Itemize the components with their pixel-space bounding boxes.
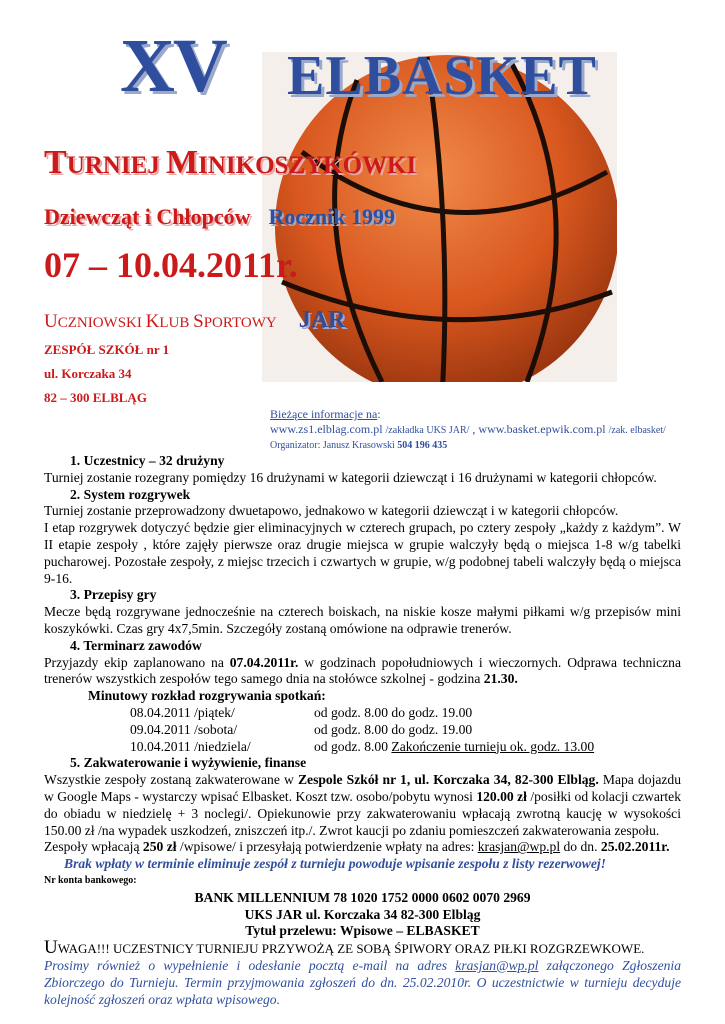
- club-name: JAR: [298, 307, 346, 333]
- email-link-footer[interactable]: krasjan@wp.pl: [455, 957, 539, 973]
- section-title: 3. Przepisy gry: [70, 587, 157, 603]
- email-link[interactable]: krasjan@wp.pl: [477, 839, 561, 855]
- schedule-row: 08.04.2011 /piątek/ od godz. 8.00 do godz. 19.00: [130, 704, 473, 720]
- schedule-title: Minutowy rozkład rozgrywania spotkań:: [88, 688, 326, 704]
- section-title: 5. Zakwaterowanie i wyżywienie, finanse: [70, 755, 307, 771]
- schedule-row: 09.04.2011 /sobota/ od godz. 8.00 do godz. 19.00: [130, 721, 473, 737]
- notice: UWAGA!!! UCZESTNICY TURNIEJU PRZYWOŻĄ ZE SOBĄ ŚPIWORY ORAZ PIŁKI ROZGRZEWKOWE.: [44, 937, 645, 959]
- birth-year: Rocznik 1999: [268, 204, 396, 229]
- transfer-title: Tytuł przelewu: Wpisowe – ELBASKET: [245, 923, 480, 939]
- organizer-club: UCZNIOWSKI KLUB SPORTOWY JAR: [44, 307, 346, 333]
- site-link-2[interactable]: www.basket.epwik.com.pl: [478, 422, 606, 436]
- event-date: 07 – 10.04.2011r.: [44, 245, 298, 285]
- edition-number: XV: [120, 24, 226, 108]
- school-city: 82 – 300 ELBLĄG: [44, 390, 147, 405]
- school-street: ul. Korczaka 34: [44, 366, 132, 381]
- section-title: 1. Uczestnicy – 32 drużyny: [70, 453, 225, 468]
- schedule-row: 10.04.2011 /niedziela/ od godz. 8.00 Zakończenie turnieju ok. godz. 13.00: [130, 738, 595, 754]
- event-title: ELBASKET: [287, 45, 597, 107]
- category-line: Dziewcząt i Chłopców Rocznik 1999: [44, 204, 396, 229]
- info-label: Bieżące informacje na: [270, 407, 378, 421]
- account-label: Nr konta bankowego:: [44, 874, 137, 886]
- organizer-phone: 504 196 435: [397, 440, 448, 451]
- section-title: 2. System rozgrywek: [70, 486, 191, 502]
- school-name: ZESPÓŁ SZKÓŁ nr 1: [44, 342, 170, 357]
- bank-account: BANK MILLENNIUM 78 1020 1752 0000 0602 0070 2969: [194, 889, 531, 905]
- tournament-name: TURNIEJ MINIKOSZYKÓWKI: [44, 144, 417, 181]
- info-block: Bieżące informacje na: www.zs1.elblag.com.pl /zakładka UKS JAR/ , www.basket.epwik.com.pl /zak. elbasket/ Organizator: Janusz Krasowski 504 196 435: [270, 407, 666, 451]
- bank-address: UKS JAR ul. Korczaka 34 82-300 Elbląg: [244, 906, 481, 922]
- footer-note: Prosimy również o wypełnienie i odesłanie pocztą e-mail na adres krasjan@wp.pl załączonego Zgłoszenia Zbiorczego do Turnieju. Termin przyjmowania zgłoszeń do dn. 25.02.2010r. O uczestnictwie w turnieju decyduje kolejność zgłoszeń oraz wpłata wpisowego.: [44, 957, 682, 1007]
- rules-body: 1. Uczestnicy – 32 drużyny Turniej zostanie rozegrany pomiędzy 16 drużynami w kategorii dziewcząt i 16 drużynami w kategorii chłopców. 2. System rozgrywek Turniej zostanie przeprowadzony dwuetapowo, jednakowo w kategorii dziewcząt i w kategorii chłopców. I etap rozgrywek dotyczyć będzie gier eliminacyjnych w czterech grupach, po cztery zespoły „każdy z każdym”. W II etapie zespoły , które zajęły pierwsze oraz drugie miejsca w grupie walczyły będą o miejsca 1-8 w/g tabelki pucharowej. Pozostałe zespoły, z miejsc trzecich i czwartych w grupie, w/g podobnej tabeli walczyły będą o miejsca 9-16. 3. Przepisy gry Mecze będą rozgrywane jednocześnie na czterech boiskach, na niskie kosze małymi piłkami w/g przepisów mini koszykówki. Czas gry 4x7,5min. Szczegóły zostaną omówione na odprawie trenerów. 4. Terminarz zawodów Przyjazdy ekip zaplanowano na 07.04.2011r. w godzinach popołudniowych i wieczornych. Odprawa techniczna trenerów wszystkich zespołów tego samego dnia na stołówce szkolnej - godzina 21.30. Minutowy rozkład rozgrywania spotkań: 08.04.2011 /piątek/ od godz. 8.00 do godz. 19.00 09.04.2011 /sobota/ od godz. 8.00 do godz. 19.00 10.04.2011 /niedziela/ od godz. 8.00 Zakończenie turnieju ok. godz. 13.00 5. Zakwaterowanie i wyżywienie, finanse Wszystkie zespoły zostaną zakwaterowane w Zespole Szkół nr 1, ul. Korczaka 34, 82-300 Elbląg. Mapa dojazdu w Google Maps - wystarczy wpisać Elbasket. Koszt tzw. osobo/pobytu wynosi 120.00 zł /posiłki od kolacji czwartek do obiadu w niedzielę + 3 noclegi/. Opiekunowie przy zakwaterowaniu wpłacają zwrotną kaucję w wysokości 150.00 zł /na wypadek uszkodzeń, zniszczeń itp./. Zwrot kaucji po zdaniu pomieszczeń zakwaterowania zespołu. Zespoły wpłacają 250 zł /wpisowe/ i przesyłają potwierdzenie wpłaty na adres: krasjan@wp.pl do dn. 25.02.2011r. Brak wpłaty w terminie eliminuje zespół z turnieju powoduje wpisanie zespołu z listy rezerwowej! Nr konta bankowego: BANK MILLENNIUM 78 1020 1752 0000 0602 0070 2969 UKS JAR ul. Korczaka 34 82-300 Elbląg Tytuł przelewu: Wpisowe – ELBASKET UWAGA!!! UCZESTNICY TURNIEJU PRZYWOŻĄ ZE SOBĄ ŚPIWORY ORAZ PIŁKI ROZGRZEWKOWE. Prosimy również o wypełnienie i odesłanie pocztą e-mail na adres krasjan@wp.pl załączonego Zgłoszenia Zbiorczego do Turnieju. Termin przyjmowania zgłoszeń do dn. 25.02.2010r. O uczestnictwie w turnieju decyduje kolejność zgłoszeń oraz wpłata wpisowego.: [44, 453, 682, 1007]
- section-title: 4. Terminarz zawodów: [70, 637, 202, 653]
- payment-warning: Brak wpłaty w terminie eliminuje zespół z turnieju powoduje wpisanie zespołu z listy rezerwowej!: [64, 856, 606, 872]
- site-link-1[interactable]: www.zs1.elblag.com.pl: [270, 422, 383, 436]
